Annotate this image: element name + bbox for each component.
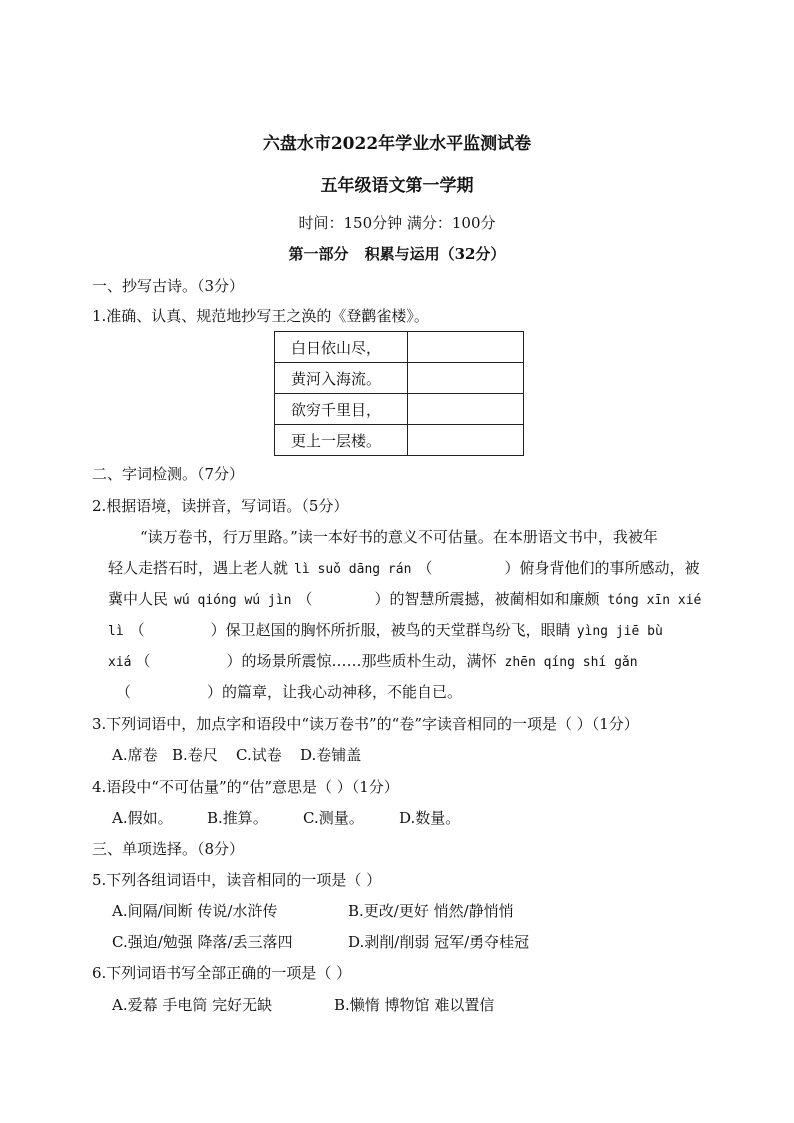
exam-title: 六盘水市2022年学业水平监测试卷 (262, 134, 532, 154)
question-6: 6.下列词语书写全部正确的一项是（ ） (92, 964, 352, 982)
option-c[interactable]: C.强迫/勉强 降落/丢三落四 (112, 933, 293, 951)
paren-open: （ (129, 621, 145, 639)
pinyin-text: lì suǒ dāng rán (294, 562, 412, 577)
option-a[interactable]: A.席卷 (112, 746, 158, 764)
pinyin-text: xiá (108, 655, 132, 670)
poem-copy-table (274, 331, 524, 456)
option-a[interactable]: A.间隔/间断 传说/水浒传 (112, 902, 278, 920)
paren-open: （ (297, 590, 313, 608)
passage-text: 冀中人民 (108, 590, 169, 608)
pinyin-text: wú qióng wú jìn (174, 593, 292, 608)
question-5-options-row-1 (112, 901, 514, 921)
option-a[interactable]: A.爱幕 手电筒 完好无缺 (112, 996, 273, 1014)
passage-text: ）的篇章，让我心动神移，不能自已。 (207, 683, 463, 701)
passage-line-3 (108, 589, 701, 611)
pinyin-text: yìng jiē bù (576, 624, 663, 639)
table-row (275, 394, 524, 425)
pinyin-text: zhēn qíng shí gǎn (504, 655, 638, 670)
pinyin-text: lì (108, 624, 124, 639)
copy-answer-cell[interactable] (408, 425, 524, 456)
poem-line: 黄河入海流。 (275, 363, 408, 394)
option-b[interactable]: B.懒惰 博物馆 难以置信 (334, 996, 495, 1014)
part-heading (0, 244, 794, 264)
passage-text: 轻人走搭石时，遇上老人就 (108, 559, 289, 577)
passage-text: ）俯身背他们的事所感动，被 (504, 559, 700, 577)
copy-answer-cell[interactable] (408, 363, 524, 394)
option-b[interactable]: B.推算。 (207, 809, 268, 827)
passage-text: ）保卫赵国的胸怀所折服，被鸟的天堂群鸟纷飞，眼睛 (210, 621, 571, 639)
part-name: 积累与运用（32分） (364, 245, 506, 263)
question-6-options-row-1 (112, 995, 494, 1015)
question-5-options-row-2 (112, 932, 529, 952)
question-3-options (112, 745, 361, 765)
option-b[interactable]: B.更改/更好 悄然/静悄悄 (348, 902, 514, 920)
option-c[interactable]: C.测量。 (303, 809, 364, 827)
question-4: 4.语段中“不可估量”的“估”意思是（ ）（1分） (92, 778, 399, 796)
option-d[interactable]: D.卷铺盖 (300, 746, 362, 764)
poem-line: 更上一层楼。 (275, 425, 408, 456)
option-d[interactable]: D.剥削/削弱 冠军/勇夺桂冠 (348, 933, 530, 951)
table-row (275, 425, 524, 456)
passage-line-1: “读万卷书，行万里路。”读一本好书的意义不可估量。在本册语文书中，我被年 (140, 528, 658, 546)
passage-line-2 (108, 558, 699, 580)
copy-answer-cell[interactable] (408, 332, 524, 363)
poem-line: 白日依山尽， (275, 332, 408, 363)
question-4-options (112, 808, 460, 828)
part-number: 第一部分 (288, 245, 349, 263)
section2-heading: 二、字词检测。（7分） (92, 465, 245, 483)
question-5: 5.下列各组词语中，读音相同的一项是（ ） (92, 871, 382, 889)
paren-open: （ (417, 559, 433, 577)
exam-subtitle: 五年级语文第一学期 (320, 176, 474, 196)
pinyin-text: tóng xīn xié (607, 593, 702, 608)
poem-line: 欲穷千里目， (275, 394, 408, 425)
passage-line-5 (108, 651, 638, 673)
option-b[interactable]: B.卷尺 (172, 746, 218, 764)
exam-info: 时间：150分钟 满分：100分 (298, 214, 496, 232)
copy-answer-cell[interactable] (408, 394, 524, 425)
option-a[interactable]: A.假如。 (112, 809, 173, 827)
option-d[interactable]: D.数量。 (399, 809, 461, 827)
passage-text: ）的场景所震惊……那些质朴生动，满怀 (226, 652, 497, 670)
table-row (275, 332, 524, 363)
paren-open: （ (135, 652, 151, 670)
option-c[interactable]: C.试卷 (236, 746, 282, 764)
section3-heading: 三、单项选择。（8分） (92, 840, 245, 858)
question-1: 1.准确、认真、规范地抄写王之涣的《登鹳雀楼》。 (92, 307, 429, 325)
question-3: 3.下列词语中，加点字和语段中“读万卷书”的“卷”字读音相同的一项是（ ）（1分） (92, 715, 639, 733)
paren-open: （ (116, 683, 132, 701)
question-2: 2.根据语境，读拼音，写词语。（5分） (92, 497, 349, 515)
table-row (275, 363, 524, 394)
section1-heading: 一、抄写古诗。（3分） (92, 277, 245, 295)
passage-text: ）的智慧所震撼，被蔺相如和廉颇 (374, 590, 600, 608)
passage-line-4 (108, 620, 663, 642)
passage-line-6 (116, 682, 462, 702)
